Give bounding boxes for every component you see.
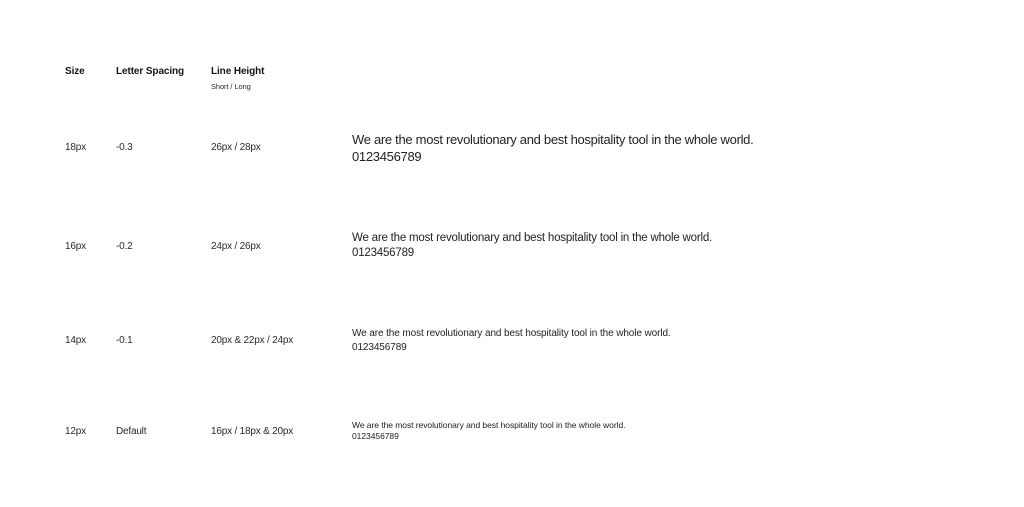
row-14-letter-spacing: -0.1 <box>116 335 133 346</box>
row-14-line-height: 20px & 22px / 24px <box>211 335 294 346</box>
row-14-sample <box>352 327 671 355</box>
row-16-letter-spacing: -0.2 <box>116 241 133 252</box>
row-18-sample <box>352 131 753 165</box>
row-16-sample-digits: 0123456789 <box>352 247 414 259</box>
row-12-sample-digits: 0123456789 <box>352 430 399 441</box>
row-18-sample-text: We are the most revolutionary and best hospitality tool in the whole world. <box>352 132 754 147</box>
row-16-sample-text: We are the most revolutionary and best hospitality tool in the whole world. <box>352 232 713 244</box>
row-12-letter-spacing: Default <box>116 426 147 437</box>
row-18-sample-digits: 0123456789 <box>352 149 422 164</box>
row-16-line-height: 24px / 26px <box>211 241 261 252</box>
header-letter-spacing: Letter Spacing <box>116 66 185 77</box>
row-12-sample <box>352 420 625 441</box>
header-size: Size <box>65 66 85 77</box>
row-18-letter-spacing: -0.3 <box>116 142 133 153</box>
row-12-line-height: 16px / 18px & 20px <box>211 426 294 437</box>
row-14-sample-digits: 0123456789 <box>352 342 407 353</box>
row-18-line-height: 26px / 28px <box>211 142 261 153</box>
row-16-size: 16px <box>65 241 86 252</box>
row-16-sample <box>352 231 712 261</box>
row-12-size: 12px <box>65 426 86 437</box>
header-line-height: Line Height <box>211 66 265 77</box>
header-line-height-subtitle: Short / Long <box>211 82 251 91</box>
row-14-size: 14px <box>65 335 86 346</box>
row-18-size: 18px <box>65 142 86 153</box>
row-12-sample-text: We are the most revolutionary and best hospitality tool in the whole world. <box>352 420 626 430</box>
row-14-sample-text: We are the most revolutionary and best hospitality tool in the whole world. <box>352 328 671 339</box>
